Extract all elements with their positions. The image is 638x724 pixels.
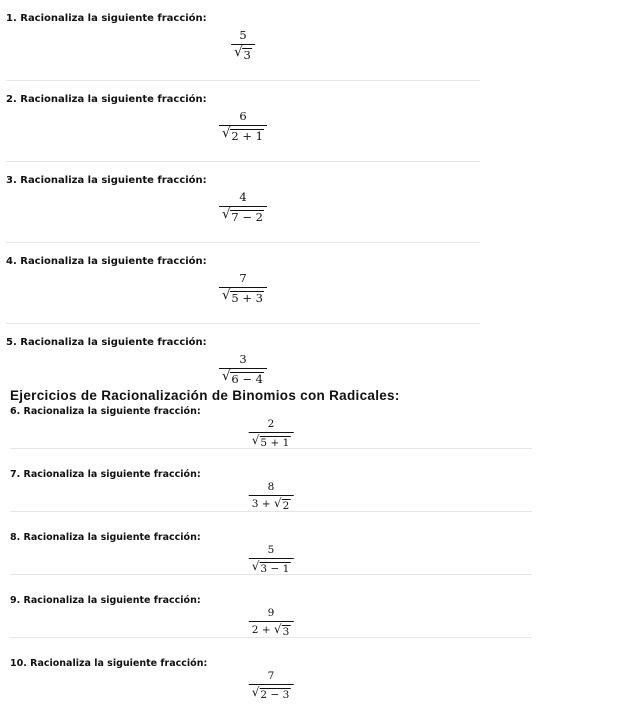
- radicand: 5 + 1: [260, 436, 290, 449]
- radicand: 3 − 1: [260, 562, 290, 575]
- radicand: 5 + 3: [231, 290, 264, 305]
- exercise-label: 5. Racionaliza la siguiente fracción:: [6, 337, 207, 348]
- exercise-item: [10, 638, 532, 701]
- fraction: [249, 671, 294, 700]
- sqrt-icon: √: [221, 125, 231, 141]
- denominator-prefix: 2 +: [251, 623, 274, 636]
- fraction-denominator: [219, 206, 267, 224]
- radical: [221, 368, 264, 386]
- radicand: 3: [243, 47, 251, 62]
- radical: [221, 287, 264, 305]
- fraction-numerator: 9: [267, 607, 275, 619]
- exercise-item: [6, 81, 480, 162]
- sqrt-icon: √: [234, 44, 243, 60]
- exercise-item: [10, 386, 532, 449]
- exercise-item: [10, 575, 532, 638]
- exercise-label: 1. Racionaliza la siguiente fracción:: [6, 13, 207, 24]
- radical: [273, 495, 290, 512]
- fraction: [219, 192, 267, 223]
- exercise-label: 7. Racionaliza la siguiente fracción:: [10, 469, 201, 480]
- exercise-label: 4. Racionaliza la siguiente fracción:: [6, 256, 207, 267]
- radicand: 7 − 2: [231, 209, 264, 224]
- exercise-item: [10, 512, 532, 575]
- fraction-numerator: 4: [239, 190, 247, 204]
- fraction-numerator: 7: [267, 670, 275, 682]
- fraction-denominator: [219, 125, 267, 143]
- fraction: [249, 545, 294, 574]
- fraction: [249, 608, 294, 637]
- fraction: [219, 273, 267, 304]
- exercise-item: [10, 449, 532, 512]
- fraction-denominator: [249, 495, 294, 512]
- radicand: 2: [282, 499, 290, 512]
- fraction-denominator: [249, 621, 294, 638]
- fraction: [219, 354, 267, 385]
- sqrt-icon: √: [273, 621, 282, 636]
- radical: [251, 558, 291, 575]
- fraction-numerator: 2: [267, 418, 275, 430]
- section-heading: Ejercicios de Racionalización de Binomios con Radicales:: [10, 388, 400, 403]
- denominator-prefix: 3 +: [251, 497, 274, 510]
- exercise-list-2: [10, 386, 532, 701]
- fraction-denominator: [231, 44, 255, 62]
- fraction-denominator: [219, 368, 267, 386]
- radical: [221, 206, 264, 224]
- radicand: 2 + 1: [231, 128, 264, 143]
- exercise-list-1: [6, 0, 480, 405]
- fraction: [231, 30, 255, 61]
- sqrt-icon: √: [251, 684, 260, 699]
- sqrt-icon: √: [273, 495, 282, 510]
- exercise-label: 3. Racionaliza la siguiente fracción:: [6, 175, 207, 186]
- fraction: [219, 111, 267, 142]
- fraction-numerator: 5: [267, 544, 275, 556]
- radicand: 6 − 4: [231, 371, 264, 386]
- fraction-denominator: [249, 432, 294, 449]
- sqrt-icon: √: [251, 558, 260, 573]
- exercise-label: 10. Racionaliza la siguiente fracción:: [10, 658, 208, 669]
- radical: [221, 125, 264, 143]
- fraction-denominator: [249, 558, 294, 575]
- exercise-label: 9. Racionaliza la siguiente fracción:: [10, 595, 201, 606]
- fraction-numerator: 7: [239, 271, 247, 285]
- fraction: [249, 419, 294, 448]
- fraction-numerator: 3: [239, 352, 247, 366]
- radical: [273, 621, 290, 638]
- radical: [251, 684, 291, 701]
- fraction-denominator: [219, 287, 267, 305]
- exercise-item: [6, 243, 480, 324]
- fraction-numerator: 6: [239, 109, 247, 123]
- fraction-numerator: 8: [267, 481, 275, 493]
- fraction-numerator: 5: [239, 28, 247, 42]
- sqrt-icon: √: [221, 368, 231, 384]
- sqrt-icon: √: [221, 287, 231, 303]
- sqrt-icon: √: [221, 206, 231, 222]
- radicand: 2 − 3: [260, 688, 290, 701]
- radicand: 3: [282, 625, 290, 638]
- radical: [251, 432, 291, 449]
- fraction: [249, 482, 294, 511]
- radical: [234, 44, 252, 62]
- exercise-label: 2. Racionaliza la siguiente fracción:: [6, 94, 207, 105]
- exercise-item: [6, 0, 480, 81]
- exercise-label: 6. Racionaliza la siguiente fracción:: [10, 406, 201, 417]
- fraction-denominator: [249, 684, 294, 701]
- exercise-label: 8. Racionaliza la siguiente fracción:: [10, 532, 201, 543]
- sqrt-icon: √: [251, 432, 260, 447]
- exercise-item: [6, 162, 480, 243]
